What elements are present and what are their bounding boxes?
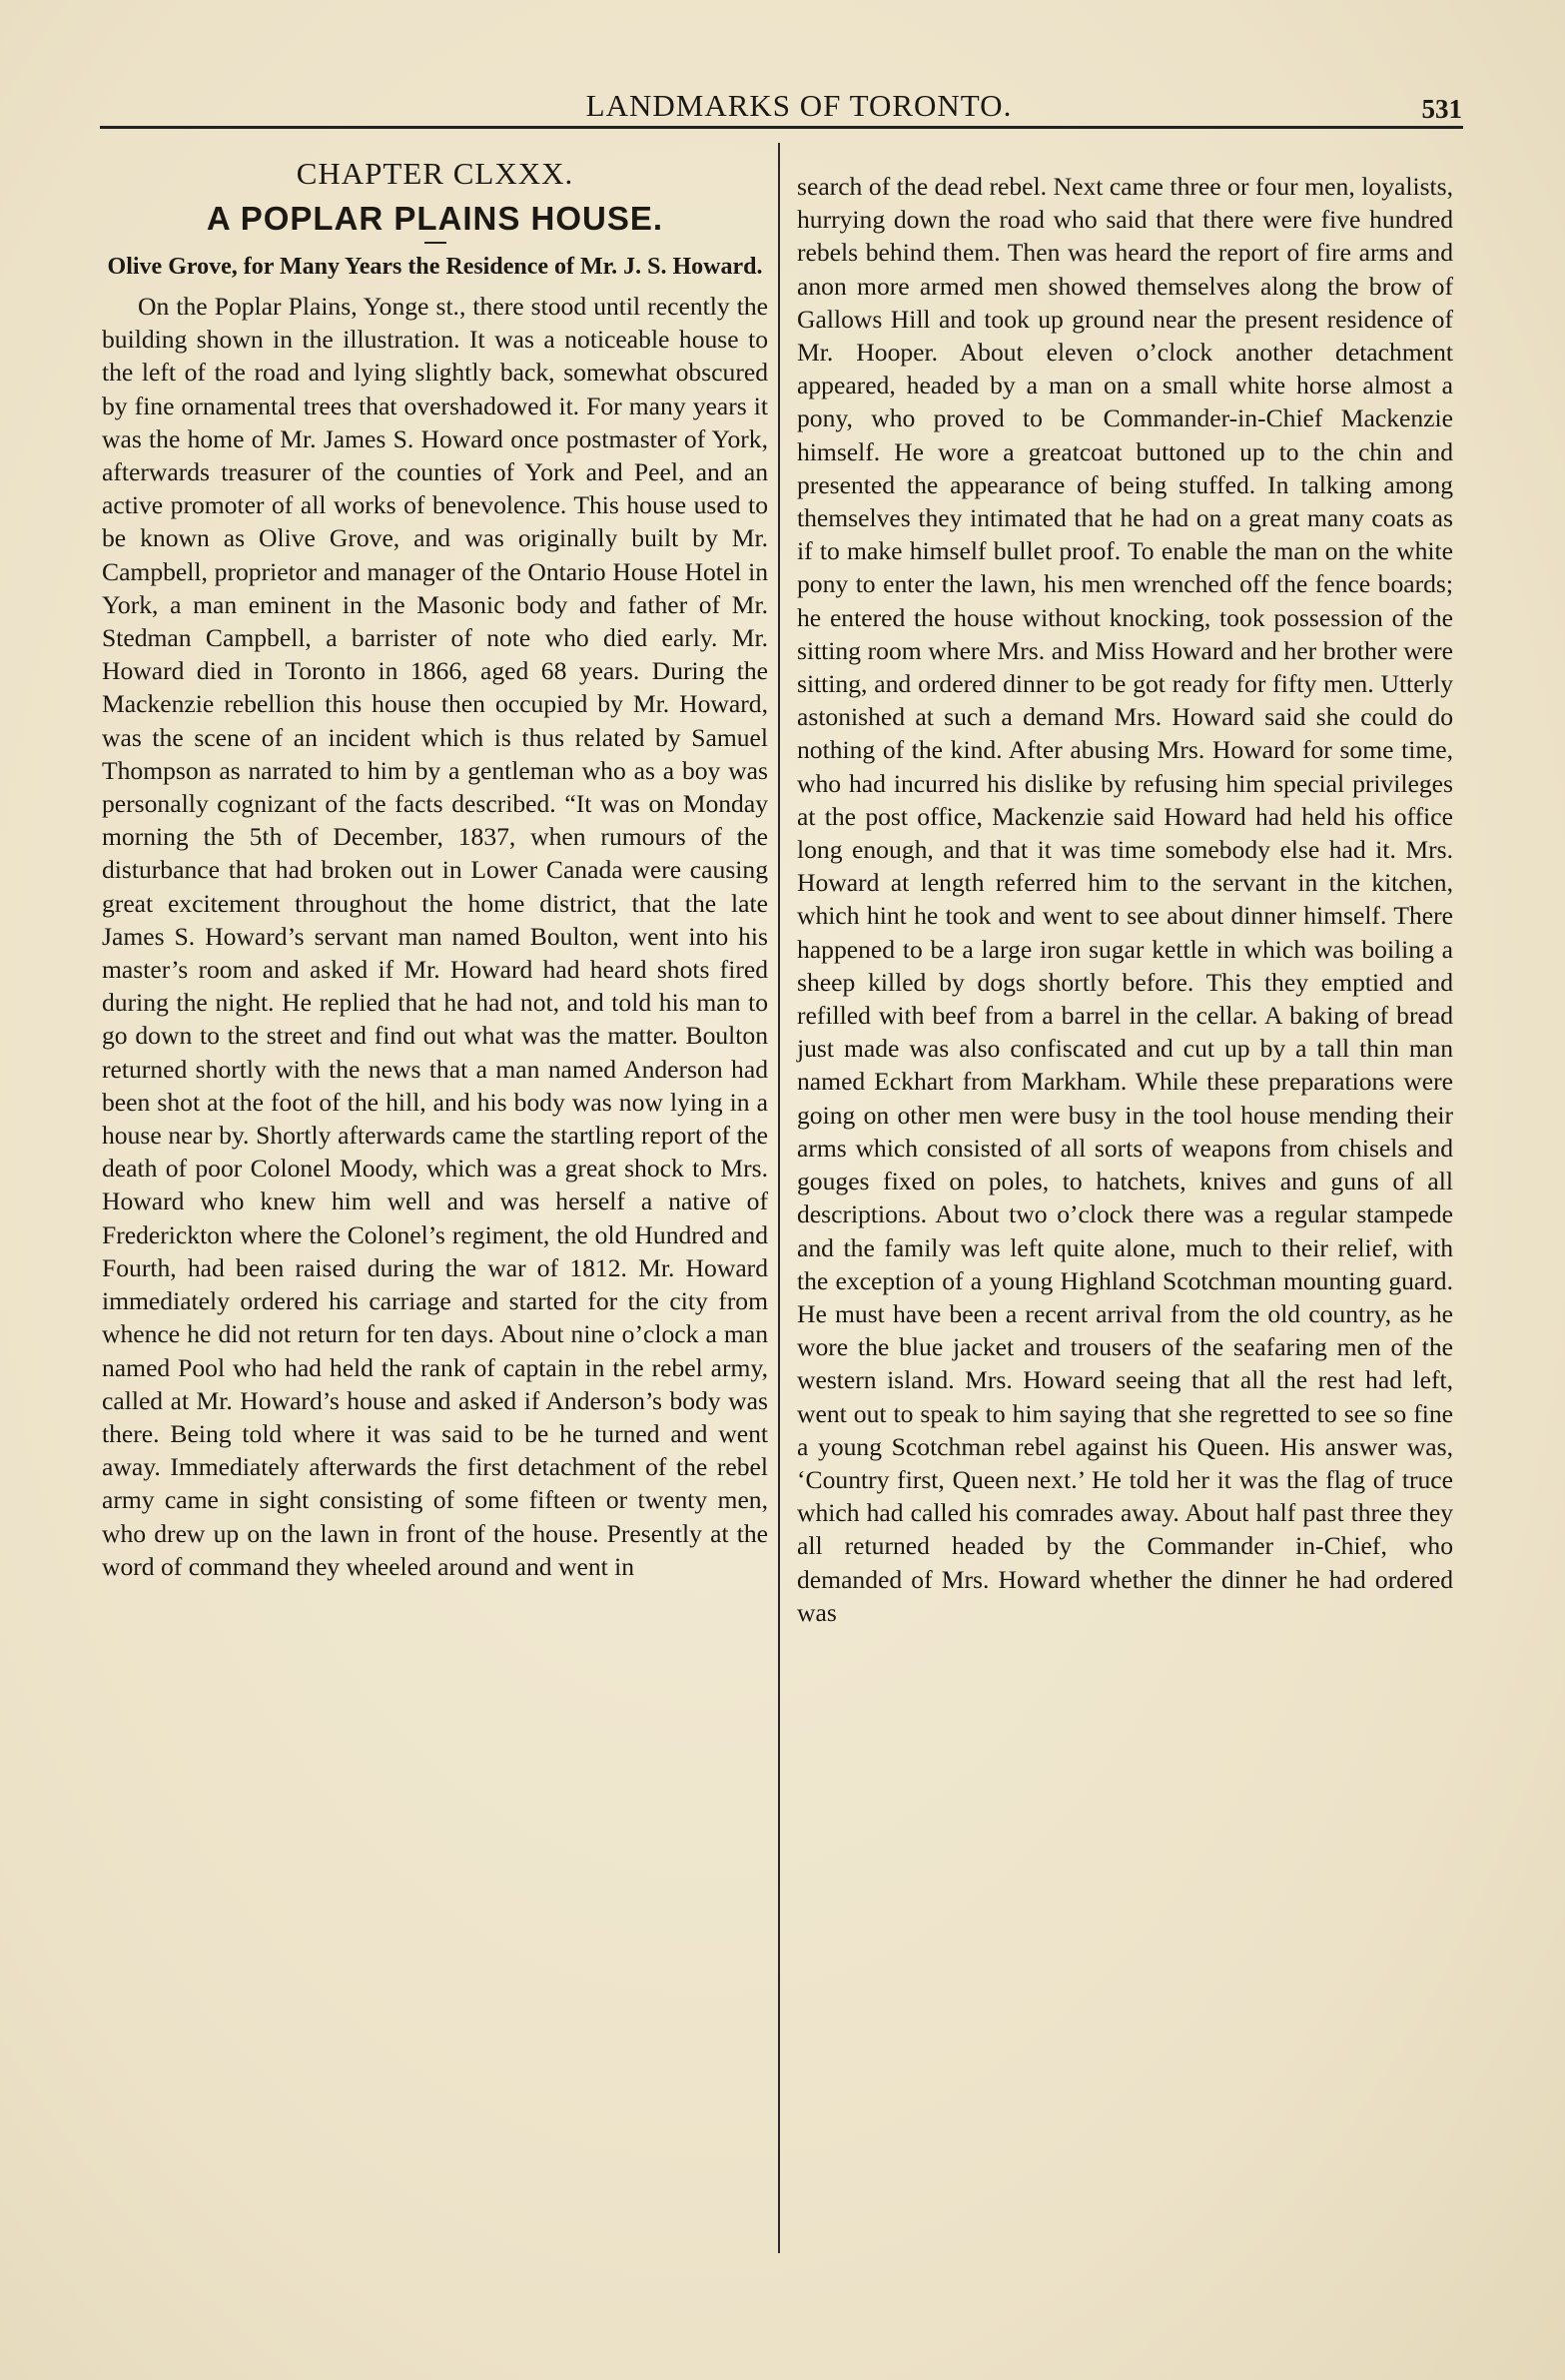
right-column-text: search of the dead rebel. Next came three or four men, loyalists, hurrying down the road who said that there were five hundred rebels behind them. Then was heard the report of fire arms and anon more armed men showed themselves along the brow of Gallows Hill and took up ground near the present residence of Mr. Hooper. About eleven o’clock another detachment appeared, headed by a man on a small white horse almost a pony, who proved to be Commander-in-Chief Mackenzie himself. He wore a greatcoat buttoned up to the chin and presented the appearance of being stuffed. In talking among themselves they intimated that he had on a great many coats as if to make himself bullet proof. To enable the man on the white pony to enter the lawn, his men wrenched off the fence boards; he entered the house without knocking, took possession of the sitting room where Mrs. and Miss Howard and her brother were sitting, and ordered dinner to be got ready for fifty men. Utterly astonished at such a demand Mrs. Howard said she could do nothing of the kind. After abusing Mrs. Howard for some time, who had incurred his dislike by refusing him special privileges at the post office, Mackenzie said Howard had held his office long enough, and that it was time somebody else had it. Mrs. Howard at length referred him to the servant in the kitchen, which hint he took and went to see about dinner himself. There happened to be a large iron sugar kettle in which was boiling a sheep killed by dogs shortly before. This they emptied and refilled with beef from a barrel in the cellar. A baking of bread just made was also confiscated and cut up by a tall thin man named Eckhart from Markham. While these preparations were going on other men were busy in the tool house mending their arms which consisted of all sorts of weapons from chisels and gouges fixed on poles, to hatchets, knives and guns of all descriptions. About two o’clock there was a regular stampede and the family was left quite alone, much to their relief, with the exception of a young Highland Scotchman mounting guard. He must have been a recent arrival from the old country, as he wore the blue jacket and trousers of the seafaring men of the western island. Mrs. Howard seeing that all the rest had left, went out to speak to him saying that she regretted to see so fine a young Scotchman rebel against his Queen. His answer was, ‘Country first, Queen next.’ He told her it was the flag of truce which had called his comrades away. About half past three they all returned headed by the Commander in-Chief, who demanded of Mrs. Howard whether the dinner he had ordered was [797,172,1453,1627]
running-title: LANDMARKS OF TORONTO. [585,88,1013,123]
left-column [102,150,768,1583]
left-column-text: On the Poplar Plains, Yonge st., there stood until recently the building shown in the illustration. It was a noticeable house to the left of the road and lying slightly back, somewhat obscured by fine ornamental trees that overshadowed it. For many years it was the home of Mr. James S. Howard once postmaster of York, afterwards treasurer of the counties of York and Peel, and an active promoter of all works of benevolence. This house used to be known as Olive Grove, and was originally built by Mr. Campbell, proprietor and manager of the Ontario House Hotel in York, a man eminent in the Masonic body and father of Mr. Stedman Campbell, a barrister of note who died early. Mr. Howard died in Toronto in 1866, aged 68 years. During the Mackenzie rebellion this house then occupied by Mr. Howard, was the scene of an incident which is thus related by Samuel Thompson as narrated to him by a gentleman who as a boy was personally cognizant of the facts described. “It was on Monday morning the 5th of December, 1837, when rumours of the disturbance that had broken out in Lower Canada were causing great excitement throughout the home district, that the late James S. Howard’s servant man named Boulton, went into his master’s room and asked if Mr. Howard had heard shots fired during the night. He replied that he had not, and told his man to go down to the street and find out what was the matter. Boulton returned shortly with the news that a man named Anderson had been shot at the foot of the hill, and his body was now lying in a house near by. Shortly afterwards came the startling report of the death of poor Colonel Moody, which was a great shock to Mrs. Howard who knew him well and was herself a native of Frederickton where the Colonel’s regiment, the old Hundred and Fourth, had been raised during the war of 1812. Mr. Howard immediately ordered his carriage and started for the city from whence he did not return for ten days. About nine o’clock a man named Pool who had held the rank of captain in the rebel army, called at Mr. Howard’s house and asked if Anderson’s body was there. Being told where it was said to be he turned and went away. Immediately afterwards the first detachment of the rebel army came in sight consisting of some fifteen or twenty men, who drew up on the lawn in front of the house. Presently at the word of command they wheeled around and went in [102,292,768,1581]
header-rule [100,126,1463,129]
page-header [100,88,1462,128]
right-column [797,170,1453,1629]
page-number: 531 [1421,94,1462,124]
column-divider [778,143,780,2253]
chapter-subtitle: Olive Grove, for Many Years the Residence of Mr. J. S. Howard. [107,254,763,280]
chapter-title: A POPLAR PLAINS HOUSE. [206,200,664,237]
chapter-number: CHAPTER CLXXX. [296,156,574,191]
title-dash [424,242,446,244]
